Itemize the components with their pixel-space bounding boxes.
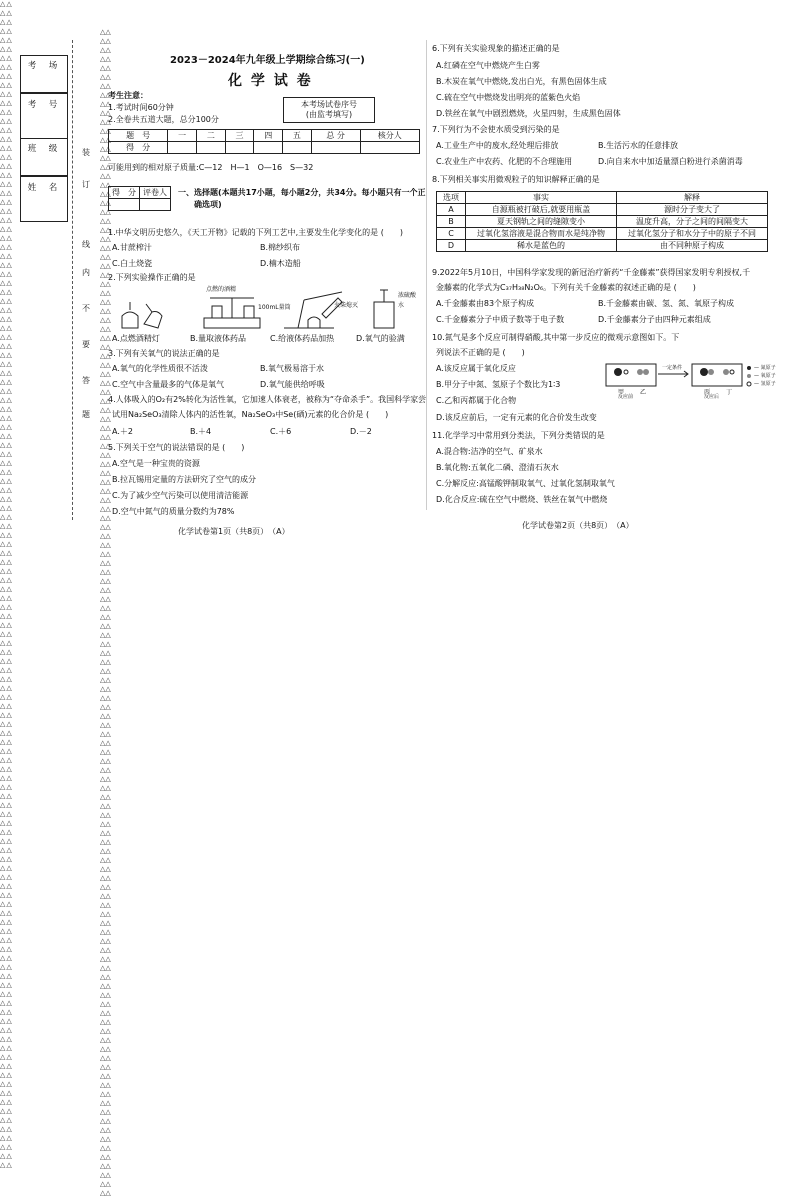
binding-triangle-pattern: △△△△△△△△△△△△△△△△△△△△△△△△△△△△△△△△△△△△△△△△△△△△△△△△△△△△△△△△△△△△△△△△△△△△△△△△△△△△△△△△△△△△△△△△△△△△△△△△△△△△△△△△△△△△△△△△△△△△△△△△△△△△△△△△△△△△△△△△△△△△△△△△△△△△△△△△△△△△△△△△△△△△△△△△△△△△△△△△△△△△△△△△△△△△△△△△△△△△△△△△△△△△△△△△△△△△△△△△△△△△△△△△△△△△△△△△△△△△△△△△△△△△△△△△△△△△△△△△△△△△ — [0, 0, 13, 1169]
option[interactable]: B.木炭在氧气中燃烧,发出白光，有黑色固体生成 — [436, 77, 607, 86]
option[interactable]: B.千金藤素由碳、氢、氮、氧原子构成 — [598, 299, 735, 308]
option[interactable]: C.为了减少空气污染可以使用清洁能源 — [112, 491, 249, 500]
option[interactable]: B.氧化物:五氧化二磷、澄清石灰水 — [436, 463, 559, 472]
option[interactable]: B.氧气极易溶于水 — [260, 364, 325, 373]
option[interactable]: C.空气中含量最多的气体是氧气 — [112, 380, 225, 389]
option[interactable]: D.楠木造船 — [260, 259, 301, 268]
lab-apparatus-figure: 点燃的酒精 100mL量筒 火柴熄灭 浓硫酸 水 — [108, 284, 420, 332]
question-9-stem: 金藤素的化学式为C₃₇H₃₈N₂O₆。下列有关千金藤素的叙述正确的是 ( ) — [436, 283, 696, 292]
notice-item: 2.全卷共五道大题，总分100分 — [108, 115, 219, 124]
section1-title: 一、选择题(本题共17小题，每小题2分，共34分。每小题只有一个正 — [178, 188, 426, 197]
question-4-stem: 试用Na₂SeO₃清除人体内的活性氧，Na₂SeO₃中Se(硒)元素的化合价是 ( ) — [112, 410, 389, 419]
question-5-stem: 5.下列关于空气的说法错误的是 ( ) — [108, 443, 245, 452]
table-row: D 稀水是蓝色的 由不同种原子构成 — [437, 240, 768, 252]
option[interactable]: A.空气是一种宝贵的资源 — [112, 459, 200, 468]
question-10-stem: 10.氮气是多个反应可制得硝酸,其中第一步反应的微观示意图如下。下 — [432, 333, 680, 342]
exam-title: 2023－2024年九年级上学期综合练习(一) — [170, 55, 365, 66]
option[interactable]: A.混合物:洁净的空气、矿泉水 — [436, 447, 543, 456]
option[interactable]: D.氧气能供给呼吸 — [260, 380, 325, 389]
table-row: C 过氧化氢溶液是混合物而水是纯净物 过氧化氢分子和水分子中的原子不同 — [437, 228, 768, 240]
field-label: 姓 — [27, 183, 37, 193]
field-label: 名 — [48, 183, 58, 193]
reaction-diagram: 甲 乙 一定条件 丙 丁 — 氮原子 — 氧原子 — 氢原子 反应前 反应后 — [604, 362, 774, 398]
option[interactable]: C.分解反应:高锰酸钾制取氧气、过氧化氢制取氧气 — [436, 479, 615, 488]
question-8-table — [436, 191, 768, 252]
table-row: A 自源瓶被打破后,就要用瓶盖 源时分子变大了 — [437, 204, 768, 216]
option[interactable]: C.农业生产中农药、化肥的不合理施用 — [436, 157, 573, 166]
option[interactable]: B.棉纱织布 — [260, 243, 301, 252]
question-10-stem: 列说法不正确的是 ( ) — [436, 348, 525, 357]
question-9-stem: 9.2022年5月10日，中国科学家发现的新冠治疗新药“千金藤素”获得国家发明专利授权,千 — [432, 268, 751, 277]
option[interactable]: D.千金藤素分子由四种元素组成 — [598, 315, 711, 324]
field-label: 考 — [27, 61, 37, 71]
option[interactable]: A.氧气的化学性质很不活泼 — [112, 364, 208, 373]
field-label: 级 — [48, 144, 58, 154]
option[interactable]: D.铁丝在氧气中剧烈燃烧，火星四射，生成黑色固体 — [436, 109, 621, 118]
option[interactable]: C.给液体药品加热 — [270, 334, 335, 343]
option[interactable]: D.化合反应:硫在空气中燃烧、铁丝在氧气中燃烧 — [436, 495, 608, 504]
option[interactable]: D.向自来水中加适量漂白粉进行杀菌消毒 — [598, 157, 743, 166]
seat-number-box: 本考场试卷序号 (由监考填写) — [283, 97, 375, 123]
option[interactable]: C.硫在空气中燃烧发出明亮的蓝紫色火焰 — [436, 93, 581, 102]
table-row: 选项 事实 解释 — [437, 192, 768, 204]
option[interactable]: B.拉瓦锡用定量的方法研究了空气的成分 — [112, 475, 257, 484]
option[interactable]: C.乙和丙都属于化合物 — [436, 396, 517, 405]
question-7-stem: 7.下列行为不会使水质受到污染的是 — [432, 125, 560, 134]
page-divider — [426, 40, 427, 510]
notice-heading: 考生注意： — [108, 91, 148, 100]
question-4-stem: 4.人体吸入的O₂有2%转化为活性氧，它加速人体衰老，被称为“夺命杀手”。我国科学家尝 — [108, 395, 427, 404]
question-8-stem: 8.下列相关事实用微观粒子的知识解释正确的是 — [432, 175, 600, 184]
option[interactable]: B.量取液体药品 — [190, 334, 247, 343]
field-label: 场 — [48, 61, 58, 71]
exam-room-field[interactable] — [20, 55, 68, 93]
question-2-stem: 2.下列实验操作正确的是 — [108, 273, 196, 282]
option[interactable]: A.千金藤素由83个原子构成 — [436, 299, 535, 308]
option[interactable]: A.甘蔗榨汁 — [112, 243, 152, 252]
paper-subtitle: 化 学 试 卷 — [228, 73, 313, 89]
section1-title: 确选项) — [194, 200, 222, 209]
field-label: 班 — [27, 144, 37, 154]
option[interactable]: B.＋4 — [190, 427, 212, 436]
option[interactable]: C.白土烧瓷 — [112, 259, 153, 268]
score-table: 题 号 一 二 三 四 五 总 分 核分人 得 分 — [108, 129, 420, 154]
field-label: 号 — [48, 100, 58, 110]
page-footer: 化学试卷第2页（共8页） （A） — [522, 521, 634, 530]
grader-table: 得 分 评卷人 — [108, 186, 171, 211]
notice-item: 1.考试时间60分钟 — [108, 103, 174, 112]
page-footer: 化学试卷第1页（共8页） （A） — [178, 527, 290, 536]
option[interactable]: A.＋2 — [112, 427, 133, 436]
option[interactable]: A.该反应属于氧化反应 — [436, 364, 516, 373]
name-field[interactable] — [20, 176, 68, 222]
option[interactable]: A.点燃酒精灯 — [112, 334, 160, 343]
question-6-stem: 6.下列有关实验现象的描述正确的是 — [432, 44, 560, 53]
option[interactable]: D.－2 — [350, 427, 372, 436]
option[interactable]: B.生活污水的任意排放 — [598, 141, 679, 150]
option[interactable]: D.该反应前后，一定有元素的化合价发生改变 — [436, 413, 597, 422]
question-1-stem: 1.中华文明历史悠久，《天工开物》记载的下列工艺中,主要发生化学变化的是 ( ) — [108, 228, 403, 237]
question-11-stem: 11.化学学习中常用到分类法，下列分类错误的是 — [432, 431, 605, 440]
table-row: B 夏天钢轨之间的缝隙变小 温度升高，分子之间的间隔变大 — [437, 216, 768, 228]
exam-number-field[interactable] — [20, 93, 68, 139]
atomic-masses: 可能用到的相对原子质量:C—12 H—1 O—16 S—32 — [108, 163, 314, 172]
question-3-stem: 3.下列有关氧气的说法正确的是 — [108, 349, 220, 358]
option[interactable]: C.千金藤素分子中质子数等于电子数 — [436, 315, 565, 324]
option[interactable]: B.甲分子中氮、氢原子个数比为1∶3 — [436, 380, 561, 389]
field-label: 考 — [27, 100, 37, 110]
option[interactable]: D.氧气的验满 — [356, 334, 405, 343]
binding-dashed-line — [72, 40, 75, 520]
option[interactable]: A.工业生产中的废水,经处理后排放 — [436, 141, 559, 150]
class-field[interactable] — [20, 138, 68, 176]
option[interactable]: C.＋6 — [270, 427, 292, 436]
option[interactable]: D.空气中氮气的质量分数约为78% — [112, 507, 235, 516]
option[interactable]: A.红磷在空气中燃烧产生白雾 — [436, 61, 540, 70]
binding-triangle-pattern: △△△△△△△△△△△△△△△△△△△△△△△△△△△△△△△△△△△△△△△△△△△△△△△△△△△△△△△△△△△△△△△△△△△△△△△△△△△△△△△△△△△△△△△△△△△△△△△△△△△△△△△△△△△△△△△△△△△△△△△△△△△△△△△△△△△△△△△△△△△△△△△△△△△△△△△△△△△△△△△△△△△△△△△△△△△△△△△△△△△△△△△△△△△△△△△△△△△△△△△△△△△△△△△△△△△△△△△△△△△△△△△△△△△△△△△△△△△△△△△△△△△△△△△△△△△△△△△△△△△△ — [100, 28, 111, 1197]
